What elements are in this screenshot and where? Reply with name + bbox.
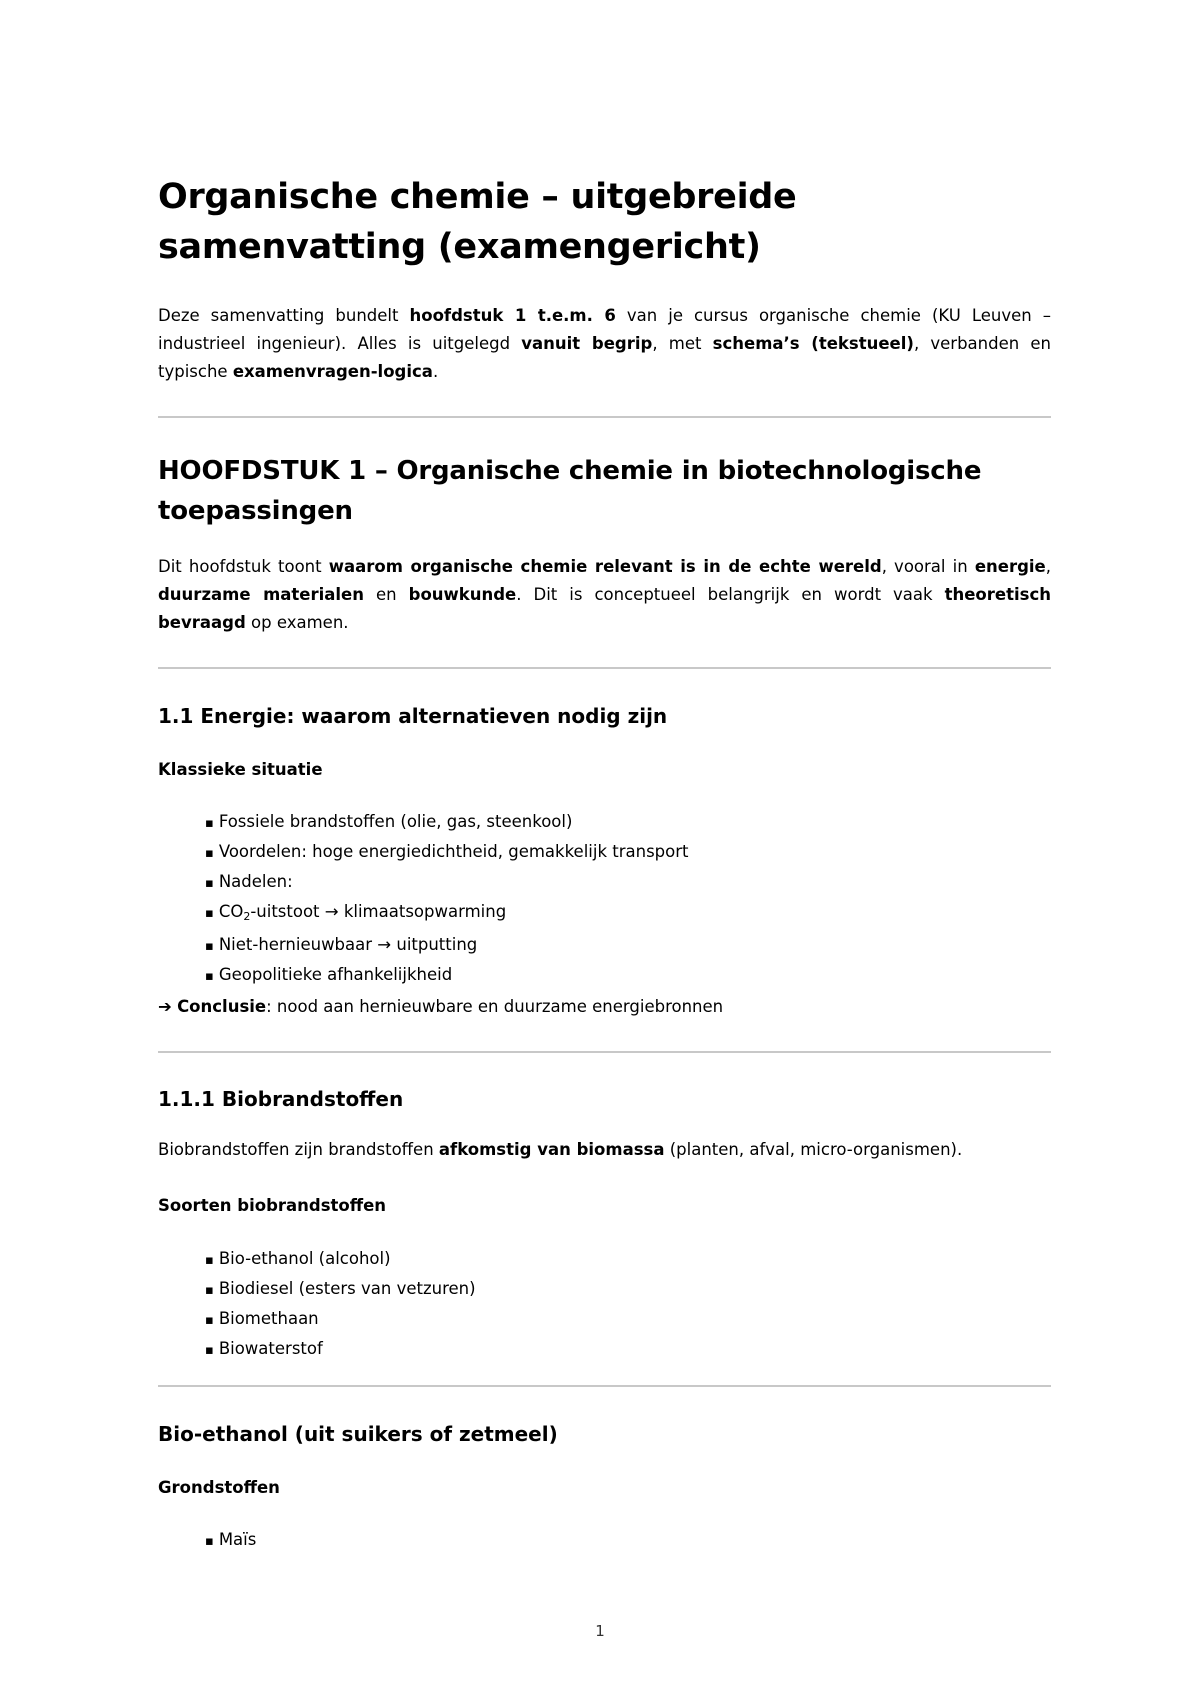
- conclusion-label: Conclusie: [177, 997, 267, 1016]
- document-title: Organische chemie – uitgebreide samenvatting (examengericht): [158, 177, 797, 267]
- page-number: 1: [595, 1622, 605, 1640]
- list-item: ▪ Nadelen:: [205, 868, 689, 898]
- chapter1-text: ,: [1045, 557, 1051, 576]
- chapter1-paragraph: [158, 553, 1051, 637]
- section-1-1-subheading: Klassieke situatie: [158, 760, 323, 779]
- list-item-co2: [205, 898, 689, 931]
- section-1-1-1-paragraph: [158, 1136, 1051, 1164]
- co2-rest: -uitstoot → klimaatsopwarming: [250, 902, 507, 921]
- list-item: ▪ Biomethaan: [205, 1305, 476, 1335]
- intro-text: , met: [652, 334, 713, 353]
- conclusion-line: [158, 993, 1051, 1021]
- chapter1-bold: theoretisch bevraagd: [158, 585, 1051, 632]
- intro-text: Deze samenvatting bundelt: [158, 306, 410, 325]
- chapter1-bold: duurzame materialen: [158, 585, 364, 604]
- horizontal-rule: [158, 667, 1051, 669]
- list-item: ▪ Fossiele brandstoffen (olie, gas, steenkool): [205, 808, 689, 838]
- section-bold: afkomstig van biomassa: [438, 1140, 665, 1159]
- list-item: ▪ Geopolitieke afhankelijkheid: [205, 961, 689, 991]
- co2-subscript: 2: [243, 910, 251, 923]
- bioethanol-heading: Bio-ethanol (uit suikers of zetmeel): [158, 1422, 558, 1446]
- intro-text: van je cursus organische chemie (KU Leuven – industrieel ingenieur). Alles is uitgelegd: [158, 306, 1051, 353]
- section-text: Biobrandstoffen zijn brandstoffen: [158, 1140, 439, 1159]
- chapter1-text: . Dit is conceptueel belangrijk en wordt vaak: [516, 585, 945, 604]
- chapter1-text: en: [364, 585, 409, 604]
- bioethanol-subheading: Grondstoffen: [158, 1478, 280, 1497]
- conclusion-text: : nood aan hernieuwbare en duurzame energiebronnen: [266, 997, 724, 1016]
- list-item: ▪ Biodiesel (esters van vetzuren): [205, 1275, 476, 1305]
- intro-bold: vanuit begrip: [521, 334, 653, 353]
- list-item: ▪ Bio-ethanol (alcohol): [205, 1245, 476, 1275]
- bioethanol-list: [205, 1526, 256, 1556]
- list-item: ▪ Niet-hernieuwbaar → uitputting: [205, 931, 689, 961]
- chapter1-heading: HOOFDSTUK 1 – Organische chemie in biotechnologische toepassingen: [158, 456, 982, 526]
- horizontal-rule: [158, 1051, 1051, 1053]
- section-1-1-1-subheading: Soorten biobrandstoffen: [158, 1196, 387, 1215]
- chapter1-bold: energie: [974, 557, 1046, 576]
- intro-text: .: [432, 362, 439, 381]
- arrow-icon: ➔: [158, 997, 172, 1016]
- horizontal-rule: [158, 1385, 1051, 1387]
- list-item: ▪ Biowaterstof: [205, 1335, 476, 1365]
- intro-paragraph: [158, 302, 1051, 386]
- co2-prefix: CO: [218, 902, 244, 921]
- section-text: (planten, afval, micro-organismen).: [664, 1140, 963, 1159]
- chapter1-bold: waarom organische chemie relevant is in de echte wereld: [328, 557, 882, 576]
- chapter1-text: op examen.: [245, 613, 349, 632]
- intro-bold: schema’s (tekstueel): [712, 334, 914, 353]
- intro-text: , verbanden en typische: [158, 334, 1052, 381]
- section-1-1-list: [205, 808, 689, 991]
- list-item: ▪ Maïs: [205, 1526, 256, 1556]
- horizontal-rule: [158, 416, 1051, 418]
- chapter1-bold: bouwkunde: [408, 585, 517, 604]
- intro-bold: examenvragen-logica: [232, 362, 433, 381]
- chapter1-text: Dit hoofdstuk toont: [158, 557, 329, 576]
- section-1-1-heading: 1.1 Energie: waarom alternatieven nodig zijn: [158, 704, 668, 728]
- chapter1-text: , vooral in: [881, 557, 975, 576]
- intro-bold: hoofdstuk 1 t.e.m. 6: [409, 306, 616, 325]
- biofuel-types-list: [205, 1245, 476, 1365]
- list-item: ▪ Voordelen: hoge energiedichtheid, gemakkelijk transport: [205, 838, 689, 868]
- section-1-1-1-heading: 1.1.1 Biobrandstoffen: [158, 1087, 404, 1111]
